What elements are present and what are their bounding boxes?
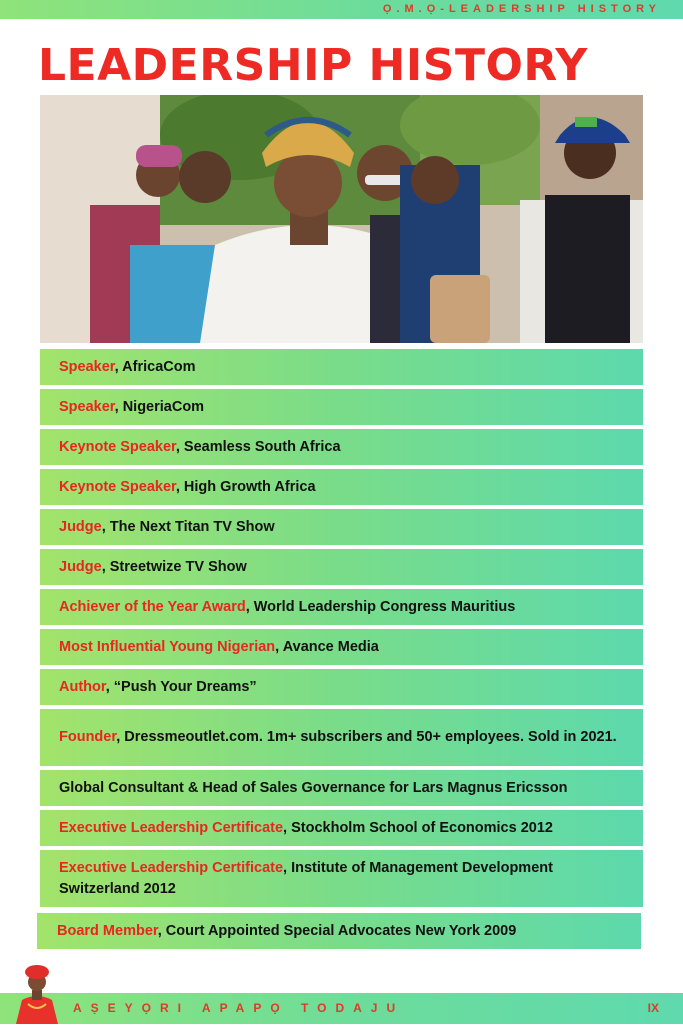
item-role: Keynote Speaker: [59, 438, 176, 455]
item-role: Executive Leadership Certificate: [59, 819, 284, 836]
top-header-bar: [0, 0, 683, 19]
leadership-list: [40, 349, 643, 953]
item-role: Board Member: [57, 922, 158, 939]
page-title: LEADERSHIP HISTORY: [38, 40, 588, 91]
item-detail: , Stockholm School of Economics 2012: [283, 819, 553, 836]
list-item: [40, 810, 643, 846]
list-item: [40, 469, 643, 505]
item-detail: , High Growth Africa: [175, 478, 316, 495]
item-role: Judge: [59, 518, 102, 535]
item-role: Author: [59, 678, 106, 695]
item-detail: Global Consultant & Head of Sales Governance for Lars Magnus Ericsson: [59, 779, 568, 796]
item-detail: , “Push Your Dreams”: [105, 678, 257, 695]
item-detail: , AfricaCom: [114, 358, 196, 375]
item-detail: , NigeriaCom: [114, 398, 205, 415]
list-item: [40, 709, 643, 766]
footer-author-name: AṢEYỌRI APAPỌ TODAJU: [73, 1001, 405, 1015]
author-avatar-icon: [12, 964, 62, 1024]
list-item: [40, 589, 643, 625]
item-detail: , World Leadership Congress Mauritius: [245, 598, 516, 615]
list-item: [40, 770, 643, 806]
page-number: IX: [647, 1001, 659, 1015]
list-item: [40, 349, 643, 385]
item-detail: , Court Appointed Special Advocates New York 2009: [157, 922, 517, 939]
list-item: [40, 629, 643, 665]
item-detail: , Avance Media: [275, 638, 379, 655]
list-item: [40, 669, 643, 705]
list-item: [40, 429, 643, 465]
item-detail: , The Next Titan TV Show: [101, 518, 275, 535]
item-detail: , Dressmeoutlet.com. 1m+ subscribers and 50+ employees. Sold in 2021.: [116, 729, 617, 745]
footer-bar: [0, 993, 683, 1024]
running-title: Ọ.M.Ọ-LEADERSHIP HISTORY: [382, 3, 661, 15]
item-role: Judge: [59, 558, 102, 575]
list-item: [37, 913, 641, 949]
item-detail: , Seamless South Africa: [175, 438, 341, 455]
item-role: Keynote Speaker: [59, 478, 176, 495]
item-role: Speaker: [59, 398, 115, 415]
item-role: Achiever of the Year Award: [59, 598, 246, 615]
list-item: [40, 549, 643, 585]
item-detail: , Institute of Management Development Switzerland 2012: [59, 859, 553, 897]
group-photo: [40, 95, 643, 343]
item-detail: , Streetwize TV Show: [101, 558, 247, 575]
list-item: [40, 850, 643, 907]
item-role: Executive Leadership Certificate: [59, 859, 284, 876]
list-item: [40, 509, 643, 545]
item-role: Speaker: [59, 358, 115, 375]
item-role: Most Influential Young Nigerian: [59, 638, 276, 655]
item-role: Founder: [59, 729, 117, 745]
list-item: [40, 389, 643, 425]
